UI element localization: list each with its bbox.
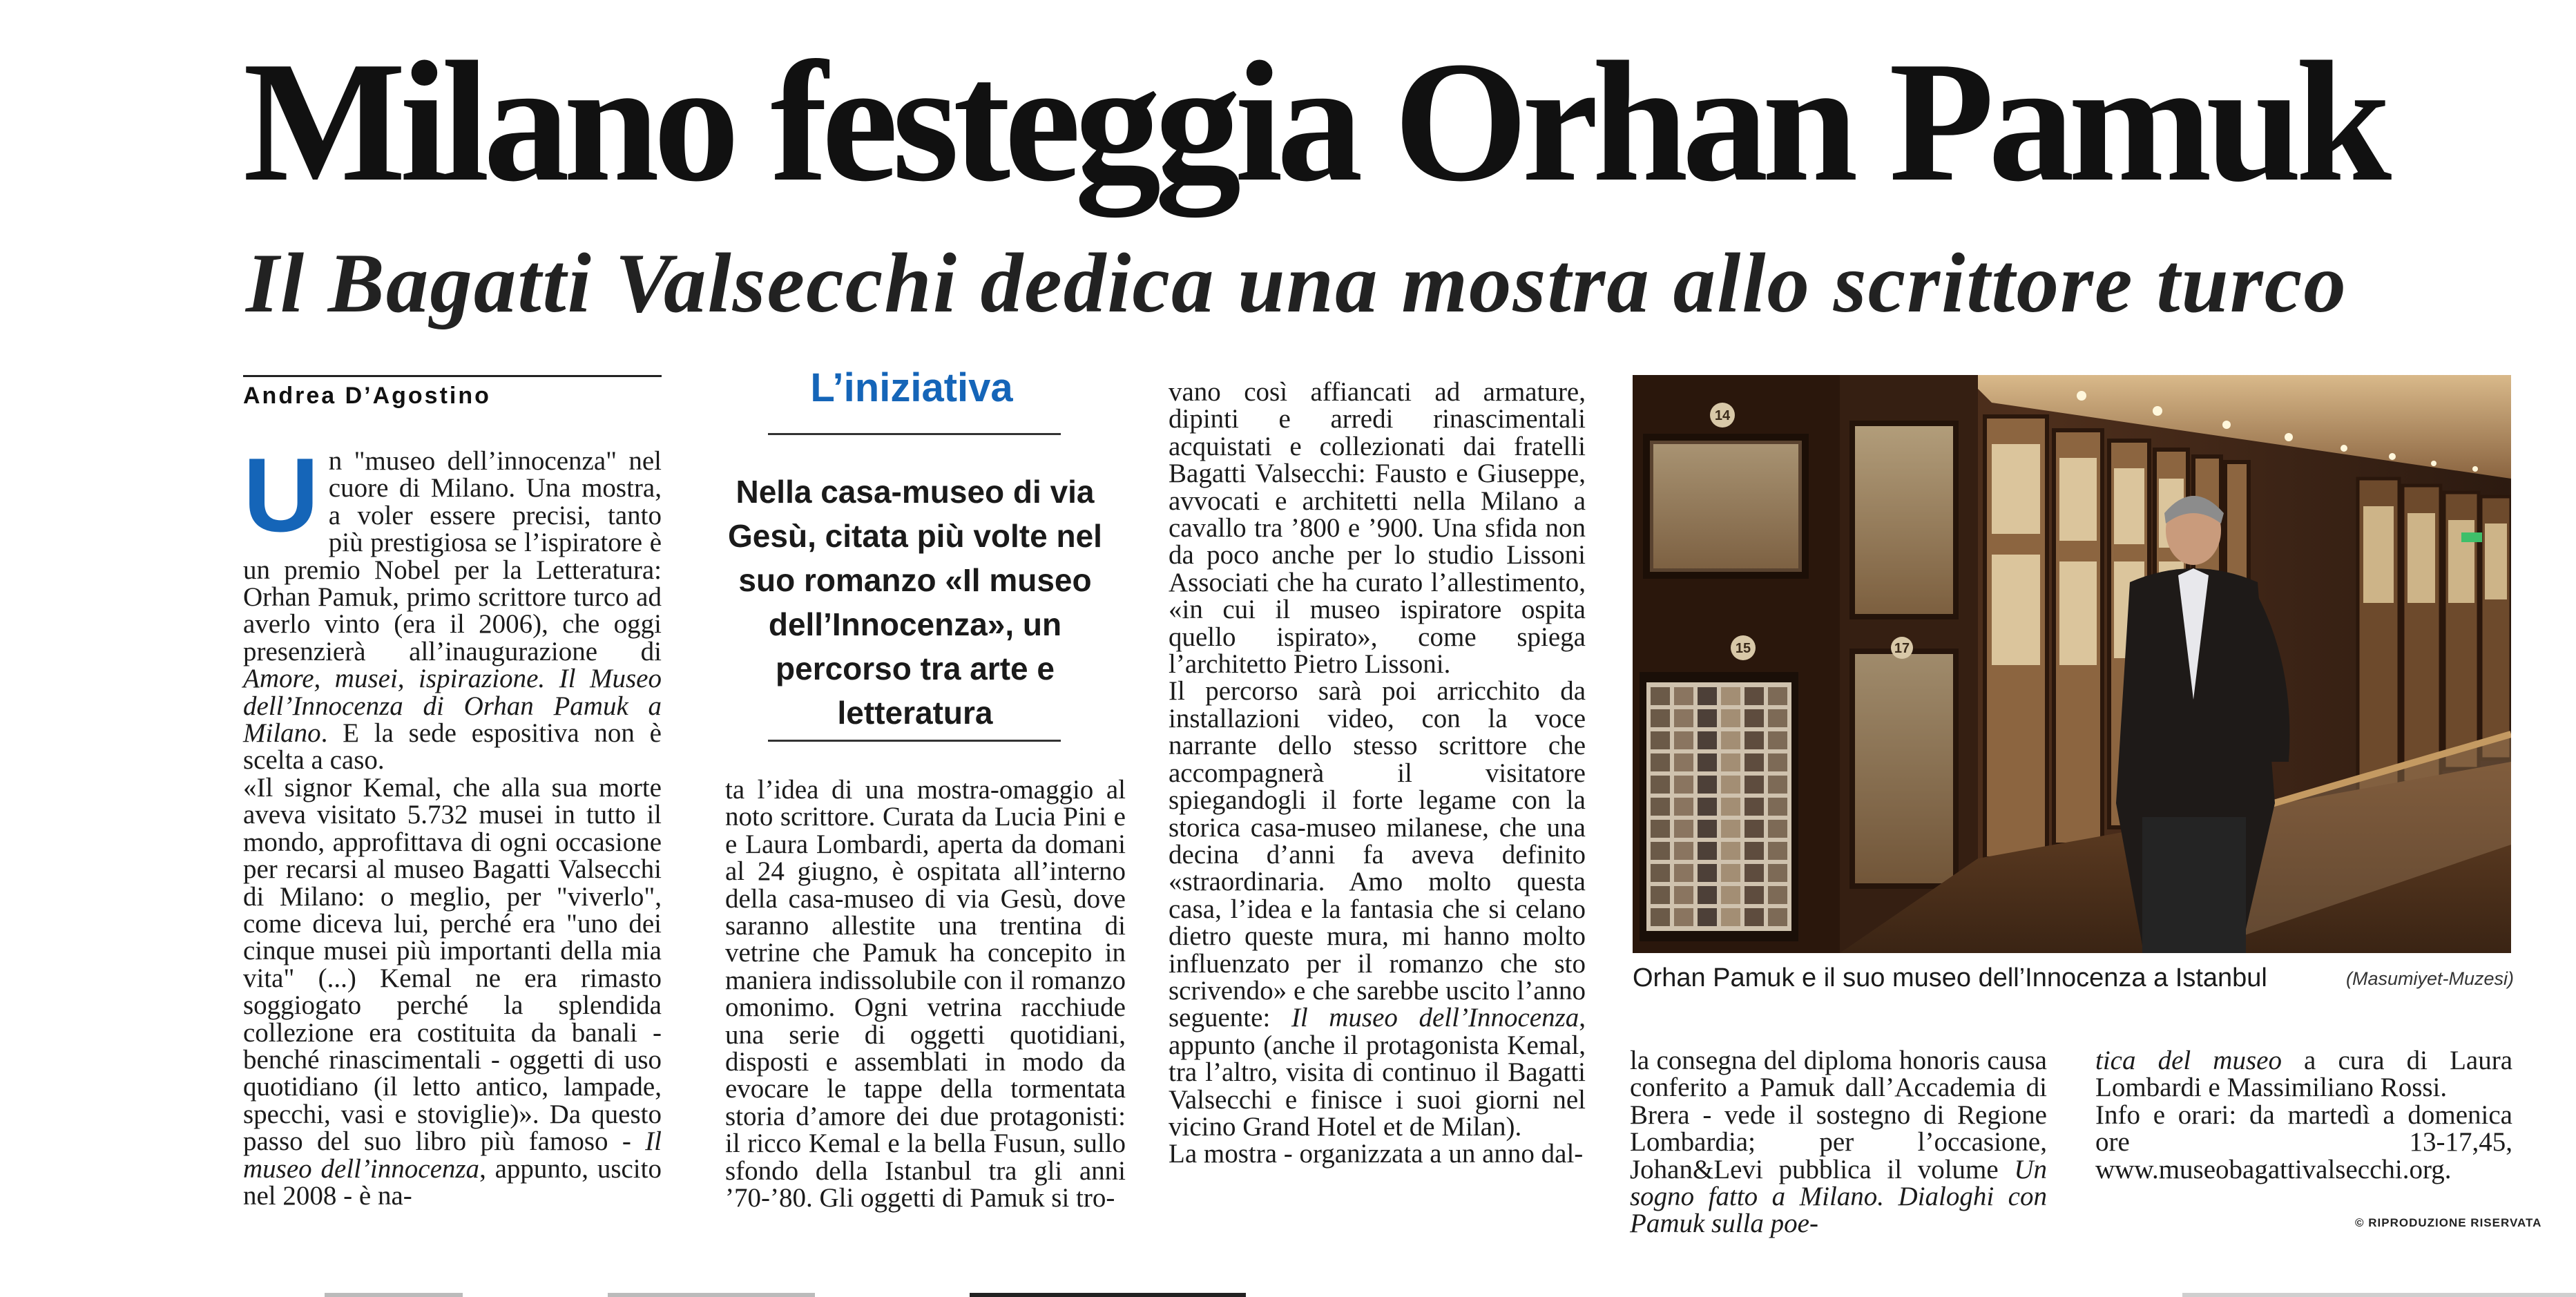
bottom-rule-1 <box>325 1293 463 1297</box>
portrait-thumbnail <box>1698 820 1717 838</box>
paragraph-quote <box>243 774 662 1210</box>
portrait-thumbnail <box>1768 687 1787 705</box>
portrait-thumbnail <box>1698 886 1717 904</box>
portrait-thumbnail <box>1651 842 1670 860</box>
volume-title-end: tica del museo <box>2095 1046 2282 1075</box>
portrait-thumbnail <box>1721 908 1740 926</box>
portrait-thumbnail <box>1744 864 1764 882</box>
byline-text: Andrea D’Agostino <box>243 383 491 409</box>
exhibition-title: Amore, musei, ispirazione. Il Museo dell’Innocenza di Orhan Pamuk a Milano <box>243 664 662 749</box>
portrait-thumbnail <box>1698 798 1717 816</box>
portrait-thumbnail <box>1721 798 1740 816</box>
portrait-thumbnail <box>1651 798 1670 816</box>
byline <box>243 383 671 410</box>
portrait-thumbnail <box>1674 820 1693 838</box>
portrait-thumbnail <box>1768 820 1787 838</box>
portrait-thumbnail <box>1744 842 1764 860</box>
quote-end: , appunto, uscito nel 2008 - è na- <box>243 1153 662 1211</box>
portrait-thumbnail <box>1651 886 1670 904</box>
article-column-3 <box>1169 378 1586 1168</box>
portrait-thumbnail <box>1651 864 1670 882</box>
portrait-thumbnail <box>1698 776 1717 794</box>
column-3-p2-end: , appunto (anche il protagonista Kemal, tra l’altro, visita di continuo il Bagatti Valsecchi e finisce i suoi giorni nel vicino Grand Hotel et de Milan). <box>1169 1003 1586 1142</box>
portrait-thumbnail <box>1721 731 1740 749</box>
kicker-rule <box>768 433 1061 435</box>
photo-pamuk-museum <box>1633 375 2511 953</box>
summary-box: Nella casa-museo di via Gesù, citata più volte nel suo romanzo «Il museo dell’Innocenza», un percorso tra arte e letteratura <box>728 474 1102 731</box>
portrait-thumbnail <box>1651 709 1670 727</box>
vitrine-number-15: 15 <box>1735 641 1751 656</box>
book-title: Il museo dell’innocenza <box>243 1126 662 1184</box>
lead-end: . E la sede espositiva non è scelta a caso. <box>243 718 662 776</box>
portrait-thumbnail <box>1721 864 1740 882</box>
portrait-thumbnail <box>1651 731 1670 749</box>
column-5-body: a cura di Laura Lombardi e Massimiliano Rossi. <box>2095 1046 2513 1103</box>
bottom-rule-3 <box>970 1293 1246 1297</box>
portrait-thumbnail <box>1674 776 1693 794</box>
portrait-thumbnail <box>1698 908 1717 926</box>
museum-photo-illustration <box>1633 375 2511 953</box>
column-3-p1: vano così affiancati ad armature, dipinti e arredi rinascimentali acquistati e collezionati dai fratelli Bagatti Valsecchi: Fausto e Giuseppe, avvocati e architetti nella Milano a cavallo tra ’800 e ’900. Una sfida non da poco anche per lo studio Lissoni Associati che ha curato l’allestimento, «in cui il museo ispiratore ospita quello ispirato», come spiega l’architetto Pietro Lissoni. <box>1169 377 1586 680</box>
portrait-thumbnail <box>1768 864 1787 882</box>
portrait-thumbnail <box>1721 687 1740 705</box>
photo-caption: Orhan Pamuk e il suo museo dell’Innocenza a Istanbul <box>1633 963 2267 992</box>
column-4-text <box>1630 1047 2047 1238</box>
article-column-2 <box>725 776 1126 1212</box>
portrait-thumbnail <box>1674 908 1693 926</box>
portrait-thumbnail <box>1768 709 1787 727</box>
portrait-thumbnail <box>1768 776 1787 794</box>
portrait-thumbnail <box>1744 687 1764 705</box>
summary-rule <box>768 740 1061 742</box>
portrait-thumbnail <box>1768 731 1787 749</box>
column-3-p2-text: Il percorso sarà poi arricchito da installazioni video, con la voce narrante dello stesso scrittore che accompagnerà il visitatore spiegandogli il forte legame con la storica casa-museo milanese, che una decina d’anni fa aveva definito «straordinaria. Amo molto questa casa, l’idea e la fantasia che si celano dietro queste mura, mi hanno molto influenzato per il romanzo che sto scrivendo» e che sarebbe uscito l’anno seguente: <box>1169 676 1586 1033</box>
bottom-rule-4 <box>2182 1293 2576 1297</box>
subheadline: Il Bagatti Valsecchi dedica una mostra allo scrittore turco <box>246 236 2347 330</box>
portrait-thumbnail <box>1698 709 1717 727</box>
column-3-p3: La mostra - organizzata a un anno dal- <box>1169 1139 1584 1169</box>
portrait-thumbnail <box>1651 908 1670 926</box>
column-2-text: ta l’idea di una mostra-omaggio al noto scrittore. Curata da Lucia Pini e e Laura Lombardi, aperta da domani al 24 giugno, è ospitata all’interno della casa-museo di via Gesù, dove saranno allestite una trentina di vetrine che Pamuk ha concepito in maniera indissolubile con il romanzo omonimo. Ogni vetrina racchiude una serie di oggetti quotidiani, disposti e assemblati in modo da evocare le tappe della tormentata storia d’amore dei due protagonisti: il ricco Kemal e la bella Fusun, sullo sfondo della Istanbul tra gli anni ’70-’80. Gli oggetti di Pamuk si tro- <box>725 775 1126 1213</box>
portrait-thumbnail <box>1674 709 1693 727</box>
portrait-thumbnail <box>1698 842 1717 860</box>
portrait-thumbnail <box>1674 842 1693 860</box>
paragraph-lead <box>243 436 662 776</box>
novel-title: Il museo dell’Innocenza <box>1291 1003 1579 1033</box>
portrait-thumbnail <box>1674 731 1693 749</box>
portrait-thumbnail <box>1721 886 1740 904</box>
portrait-thumbnail <box>1651 776 1670 794</box>
volume-title: Un sogno fatto a Milano. Dialoghi con Pamuk sulla poe- <box>1630 1154 2047 1239</box>
byline-rule <box>243 375 662 377</box>
portrait-thumbnail <box>1744 709 1764 727</box>
vitrine-number-17: 17 <box>1894 641 1910 656</box>
column-5-text <box>2095 1047 2512 1102</box>
portrait-thumbnail <box>1651 820 1670 838</box>
portrait-thumbnail <box>1674 798 1693 816</box>
portrait-thumbnail <box>1721 753 1740 771</box>
portrait-thumbnail <box>1768 798 1787 816</box>
portrait-thumbnail <box>1674 864 1693 882</box>
article-column-5 <box>2095 1047 2512 1183</box>
column-4-body: la consegna del diploma honoris causa conferito a Pamuk dall’Accademia di Brera - vede il sostegno di Regione Lombardia; per l’occasione, Johan&Levi pubblica il volume <box>1630 1046 2047 1184</box>
portrait-thumbnail <box>1674 687 1693 705</box>
portrait-thumbnail <box>1721 842 1740 860</box>
portrait-thumbnail <box>1744 886 1764 904</box>
portrait-thumbnail <box>1744 731 1764 749</box>
copyright-notice: © RIPRODUZIONE RISERVATA <box>2355 1216 2542 1229</box>
portrait-thumbnail <box>1721 776 1740 794</box>
portrait-thumbnail <box>1721 709 1740 727</box>
photo-credit: (Masumiyet-Muzesi) <box>2345 968 2514 989</box>
portrait-thumbnail <box>1768 753 1787 771</box>
column-3-p2 <box>1169 678 1586 1140</box>
portrait-thumbnail <box>1674 753 1693 771</box>
portrait-thumbnail <box>1768 842 1787 860</box>
info-hours: Info e orari: da martedì a domenica ore 13-17,45, www.museobagattivalsecchi.org. <box>2095 1099 2512 1184</box>
drop-cap: U <box>243 436 319 554</box>
portrait-thumbnail <box>1698 731 1717 749</box>
headline: Milano festeggia Orhan Pamuk <box>243 26 2386 218</box>
bottom-rule-2 <box>608 1293 815 1297</box>
vitrine-number-14: 14 <box>1714 408 1731 423</box>
quote-text: «Il signor Kemal, che alla sua morte aveva visitato 5.732 musei in tutto il mondo, approfittava di ogni occasione per recarsi al museo Bagatti Valsecchi di Milano: o meglio, per "viverlo", come diceva lui, perché era "uno dei cinque musei più importanti della mia vita" (...) Kemal ne era rimasto soggiogato perché la splendida collezione era costituita da banali - benché rinascimentali - oggetti di uso quotidiano (il letto antico, lampade, specchi, vasi e stoviglie)». Da questo passo del suo libro più famoso - <box>243 772 662 1157</box>
portrait-thumbnail <box>1768 886 1787 904</box>
portrait-thumbnail <box>1698 687 1717 705</box>
portrait-thumbnail <box>1744 820 1764 838</box>
kicker: L’iniziativa <box>810 365 1013 410</box>
portrait-thumbnail <box>1744 908 1764 926</box>
portrait-thumbnail <box>1768 908 1787 926</box>
article-column-4 <box>1630 1047 2047 1238</box>
article-column-1 <box>243 436 662 1211</box>
portrait-thumbnail <box>1721 820 1740 838</box>
portrait-thumbnail <box>1651 687 1670 705</box>
portrait-thumbnail <box>1698 753 1717 771</box>
portrait-thumbnail <box>1674 886 1693 904</box>
lead-text: n "museo dell’innocenza" nel cuore di Milano. Una mostra, a voler essere precisi, tanto più prestigiosa se l’ispiratore è un premio Nobel per la Letteratura: Orhan Pamuk, primo scrittore turco ad averlo vinto (era il 2006), che oggi presenzierà all’inaugurazione di <box>243 446 662 666</box>
portrait-thumbnail <box>1744 753 1764 771</box>
portrait-thumbnail <box>1744 798 1764 816</box>
portrait-thumbnail <box>1744 776 1764 794</box>
portrait-thumbnail <box>1651 753 1670 771</box>
portrait-thumbnail <box>1698 864 1717 882</box>
